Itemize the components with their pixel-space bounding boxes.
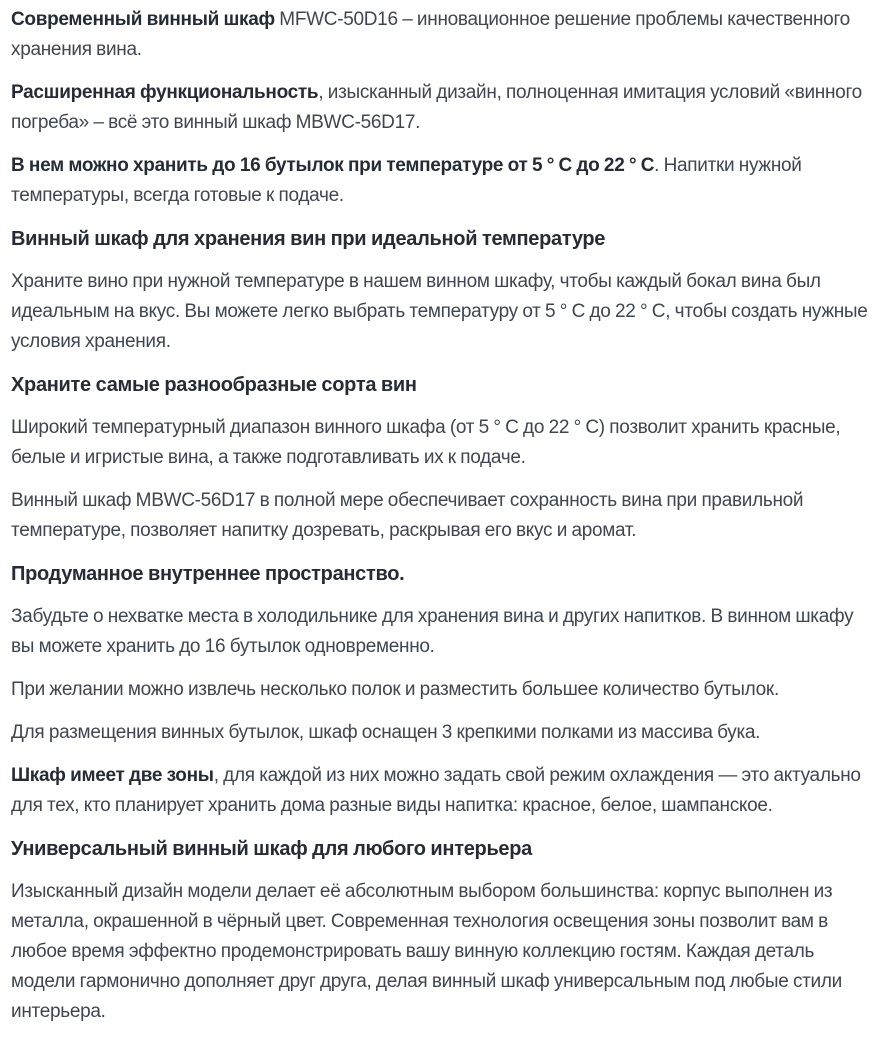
section-heading xyxy=(11,559,877,589)
description-paragraph xyxy=(11,78,877,138)
description-paragraph xyxy=(11,675,877,705)
text-segment: Широкий температурный диапазон винного шкафа (от 5 ° С до 22 ° С) позволит хранить красные, белые и игристые вина, а также подготавливать их к подаче. xyxy=(11,417,841,468)
text-segment: Забудьте о нехватке места в холодильнике для хранения вина и других напитков. В винном шкафу вы можете хранить до 16 бутылок одновременно. xyxy=(11,606,854,657)
text-segment: . Напитки нужной температуры, всегда готовые к подаче. xyxy=(11,155,802,206)
text-segment: Изысканный дизайн модели делает её абсолютным выбором большинства: корпус выполнен из металла, окрашенной в чёрный цвет. Современная технология освещения зоны позволит вам в любое время эффектно продемонстрировать вашу винную коллекцию гостям. Каждая деталь модели гармонично дополняет друг друга, делая винный шкаф универсальным под любые стили интерьера. xyxy=(11,881,842,1022)
description-paragraph xyxy=(11,486,877,546)
section-heading xyxy=(11,224,877,254)
section-heading xyxy=(11,370,877,400)
description-paragraph xyxy=(11,413,877,473)
bold-text-segment: Храните самые разнообразные сорта вин xyxy=(11,374,417,396)
bold-text-segment: Расширенная функциональность xyxy=(11,82,319,103)
text-segment: , для каждой из них можно задать свой режим охлаждения — это актуально для тех, кто планирует хранить дома разные виды напитка: красное, белое, шампанское. xyxy=(11,765,861,816)
text-segment: Храните вино при нужной температуре в нашем винном шкафу, чтобы каждый бокал вина был идеальным на вкус. Вы можете легко выбрать температуру от 5 ° С до 22 ° С, чтобы создать нужные условия хранения. xyxy=(11,271,868,352)
bold-text-segment: Винный шкаф для хранения вин при идеальной температуре xyxy=(11,228,606,250)
description-paragraph xyxy=(11,151,877,211)
description-paragraph xyxy=(11,877,877,1027)
description-paragraph xyxy=(11,602,877,662)
bold-text-segment: Продуманное внутреннее пространство. xyxy=(11,563,405,585)
description-paragraph xyxy=(11,5,877,65)
bold-text-segment: Универсальный винный шкаф для любого интерьера xyxy=(11,838,532,860)
text-segment: При желании можно извлечь несколько полок и разместить большее количество бутылок. xyxy=(11,679,779,700)
section-heading xyxy=(11,834,877,864)
text-segment: Для размещения винных бутылок, шкаф оснащен 3 крепкими полками из массива бука. xyxy=(11,722,761,743)
bold-text-segment: Шкаф имеет две зоны xyxy=(11,765,214,786)
bold-text-segment: Современный винный шкаф xyxy=(11,9,275,30)
text-segment: , изысканный дизайн, полноценная имитация условий «винного погреба» – всё это винный шкаф MBWC-56D17. xyxy=(11,82,862,133)
bold-text-segment: В нем можно хранить до 16 бутылок при температуре от 5 ° С до 22 ° С xyxy=(11,155,655,176)
description-paragraph xyxy=(11,267,877,357)
description-paragraph xyxy=(11,761,877,821)
description-paragraph xyxy=(11,718,877,748)
text-segment: MFWC-50D16 – инновационное решение проблемы качественного хранения вина. xyxy=(11,9,850,60)
text-segment: Винный шкаф MBWC-56D17 в полной мере обеспечивает сохранность вина при правильной температуре, позволяет напитку дозревать, раскрывая его вкус и аромат. xyxy=(11,490,804,541)
